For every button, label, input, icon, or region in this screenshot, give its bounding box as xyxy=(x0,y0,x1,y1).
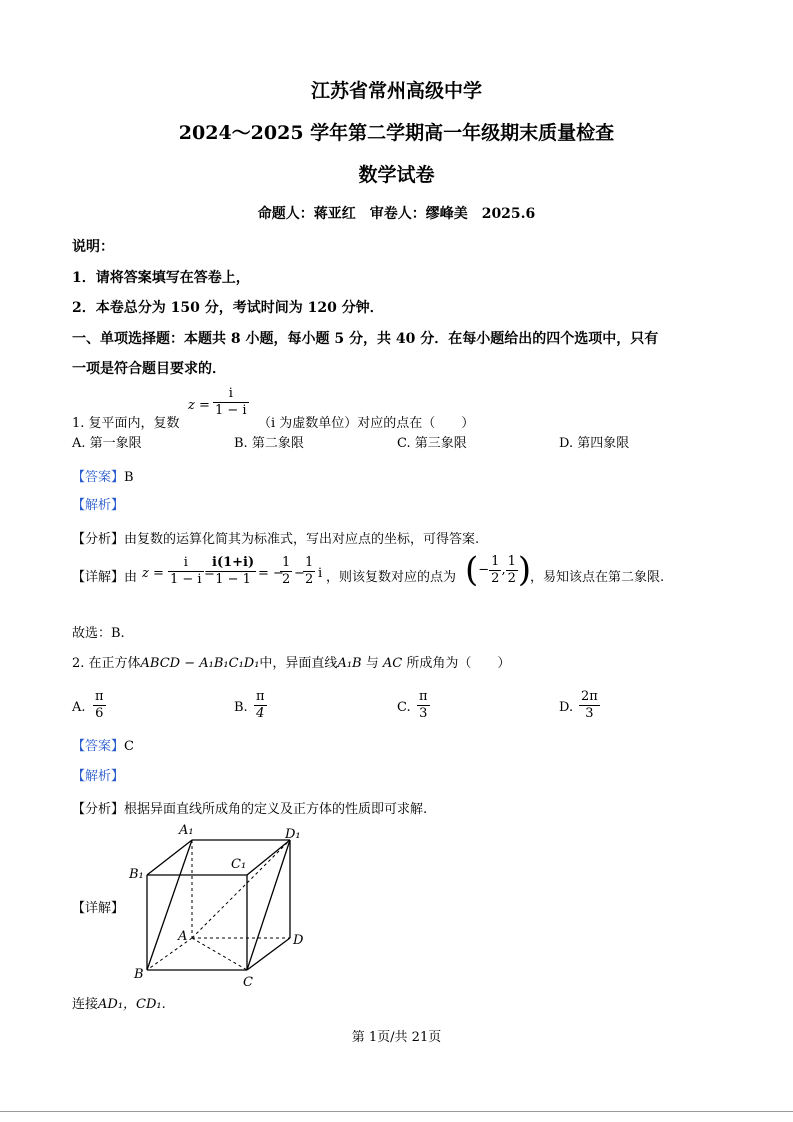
q2-detail-tag: 【详解】 xyxy=(72,901,125,916)
q1-z-eq: z = xyxy=(188,398,210,413)
q1-fenxi-text: 由复数的运算化简其为标准式，写出对应点的坐标，可得答案. xyxy=(124,532,480,547)
label-c: C xyxy=(243,975,253,990)
line-a1-b xyxy=(147,840,192,970)
notes-item-1: 1．请将答案填写在答卷上， xyxy=(72,270,250,286)
school-name: 江苏省常州高级中学 xyxy=(310,80,482,102)
fenxi-tag: 【分析】 xyxy=(72,532,125,547)
subject-title: 数学试卷 xyxy=(358,164,435,186)
q2-option-c-frac: $\frac{\pi}{3}$ xyxy=(419,689,428,721)
authors-line: 命题人：蒋亚红 审卷人：缪峰美 2025.6 xyxy=(257,206,536,222)
q1-detail-end: ，易知该点在第二象限. xyxy=(530,570,665,585)
label-d: D xyxy=(293,933,304,948)
page-number: 第 1页/共 21页 xyxy=(351,1030,442,1045)
q2-connect-line: 连接AD₁，CD₁. xyxy=(72,997,166,1012)
q1-conclusion: 故选：B. xyxy=(72,626,125,641)
q1-detail-frac-2: $\frac{i(1+i)}{1 - 1}$ xyxy=(212,555,255,587)
q1-stem-prefix: 1. 复平面内，复数 xyxy=(72,416,180,431)
cube-figure xyxy=(125,820,315,992)
q1-option-d: D. 第四象限 xyxy=(559,436,630,451)
q1-frac-den: 1 − i xyxy=(215,403,247,418)
page-bottom-divider xyxy=(0,1111,793,1112)
label-b1: B₁ xyxy=(129,867,144,882)
q1-option-b: B. 第二象限 xyxy=(234,436,304,451)
q2-answer-line: 【答案】C xyxy=(72,739,134,754)
q1-stem-suffix: （i 为虚数单位）对应的点在（ ） xyxy=(258,416,475,431)
q1-fraction xyxy=(213,386,249,419)
label-a1: A₁ xyxy=(179,823,194,838)
notes-heading: 说明： xyxy=(72,239,114,255)
label-c1: C₁ xyxy=(231,857,247,872)
section-heading-line-2: 一项是符合题目要求的． xyxy=(72,361,226,377)
q2-option-a-frac: $\frac{\pi}{6}$ xyxy=(95,689,104,721)
q1-detail-tag: 【详解】由 xyxy=(72,570,138,585)
q1-detail-eq: = xyxy=(204,566,215,581)
answer-tag: 【答案】 xyxy=(72,470,125,485)
q1-option-c: C. 第三象限 xyxy=(397,436,467,451)
q1-detail-z: z = xyxy=(142,566,164,581)
q1-detail-i: i xyxy=(318,566,323,581)
q1-detail-eq-2: = − xyxy=(258,566,284,581)
line-c-d1 xyxy=(247,840,290,970)
q1-detail-mid: ，则该复数对应的点为 xyxy=(326,570,457,585)
edge-c-d xyxy=(247,938,290,970)
q1-detail-frac-4: $\frac{1}{2}$ xyxy=(305,555,314,587)
label-b: B xyxy=(134,967,144,982)
q1-answer-line xyxy=(72,466,134,485)
section-heading-line-1: 一、单项选择题：本题共 8 小题，每小题 5 分，共 40 分．在每小题给出的四个选项中，只有 xyxy=(72,331,659,347)
q2-fenxi-line: 【分析】根据异面直线所成角的定义及正方体的性质即可求解. xyxy=(72,802,428,817)
q1-point: (− $\frac{1}{2}$ , $\frac{1}{2}$ ) xyxy=(465,550,532,590)
q2-option-d: D. xyxy=(559,700,574,715)
label-a: A xyxy=(178,929,188,944)
q1-answer: B xyxy=(124,470,134,485)
q1-fenxi-line xyxy=(72,528,479,547)
q2-stem: 2. 在正方体ABCD − A₁B₁C₁D₁中，异面直线A₁B 与 AC 所成角为（ ） xyxy=(72,656,511,671)
q1-option-a: A. 第一象限 xyxy=(72,436,142,451)
notes-item-2: 2．本卷总分为 150 分，考试时间为 120 分钟． xyxy=(72,300,384,316)
q2-analysis-tag: 【解析】 xyxy=(72,769,125,784)
q1-detail-frac-3: $\frac{1}{2}$ xyxy=(282,555,291,587)
q2-option-c: C. xyxy=(397,700,411,715)
q2-option-b: B. xyxy=(234,700,248,715)
q1-frac-num: i xyxy=(213,386,249,403)
line-a-c-hidden xyxy=(192,938,247,970)
q1-detail-frac-1: $\frac{i}{1 - i}$ xyxy=(170,555,202,587)
q2-option-a: A. xyxy=(72,700,86,715)
q1-analysis-tag: 【解析】 xyxy=(72,498,125,513)
exam-title: 2024～2025 学年第二学期高一年级期末质量检查 xyxy=(178,122,615,144)
q1-detail-minus: − xyxy=(294,566,305,581)
line-a-d1-hidden xyxy=(192,840,290,938)
edge-a1-b1 xyxy=(147,840,192,875)
label-d1: D₁ xyxy=(285,827,301,842)
q2-option-b-frac: $\frac{\pi}{4}$ xyxy=(256,689,265,721)
q2-option-d-frac: $\frac{2\pi}{3}$ xyxy=(581,689,598,721)
